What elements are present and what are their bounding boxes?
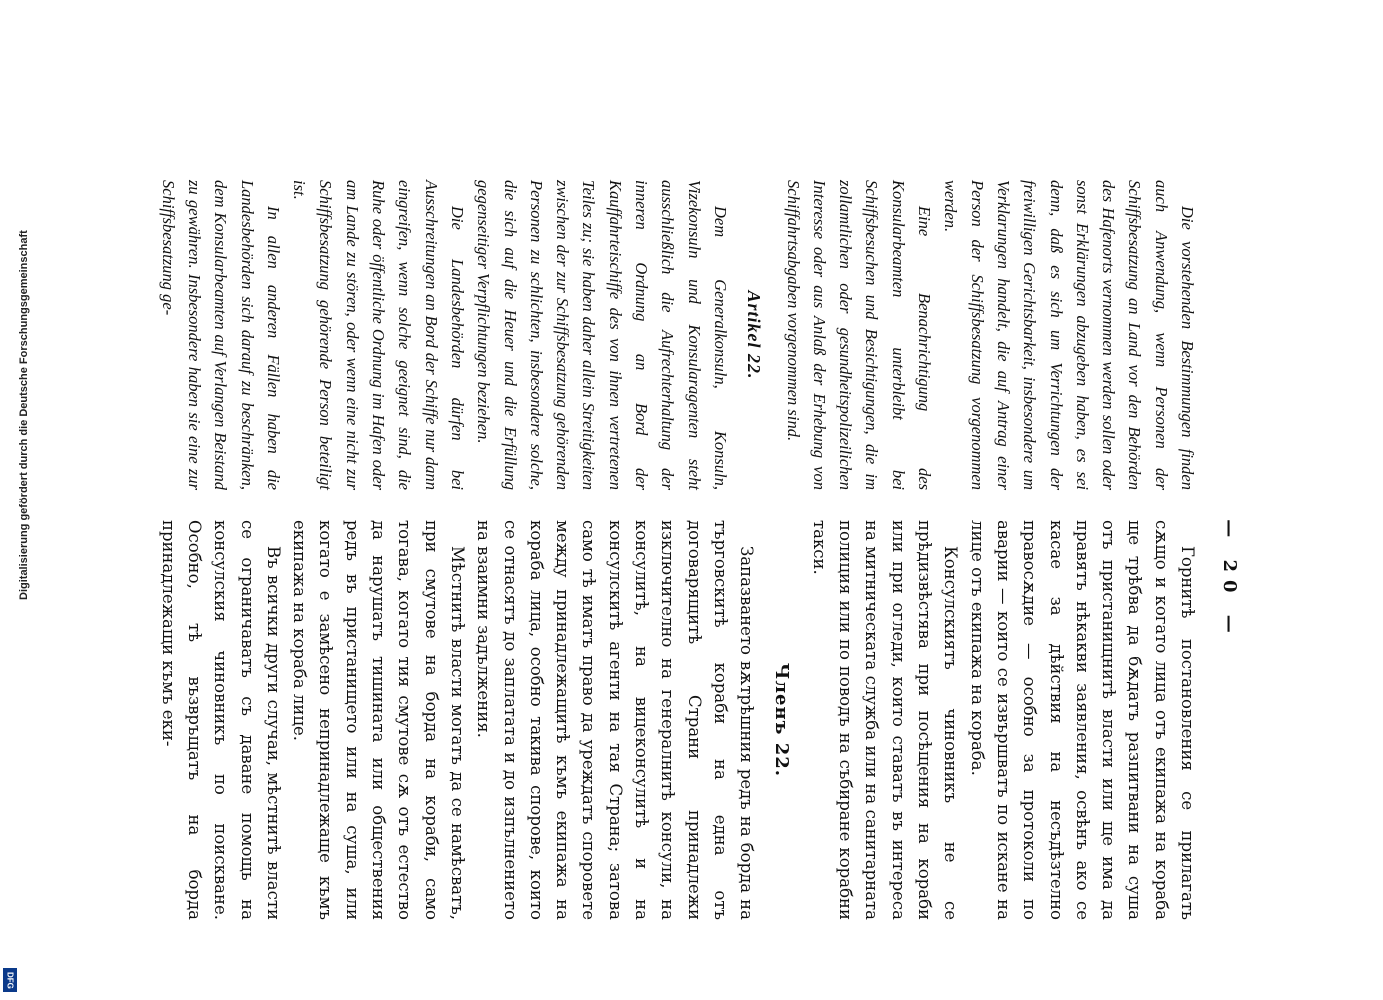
german-paragraph-1: Die vorstehenden Bestimmungen finden auch Anwendung, wenn Personen der Schiffsbesatzung an Land vor den Behörden des Hafenorts vernommen werden sollen oder sonst Erklärungen abzugeben haben, es sei denn, daß es sich um Verrichtungen der freiwilligen Gerichtsbarkeit, insbesondere um Verklarungen handelt, die auf Antrag einer Person der Schiffsbesatzung vorgenommen werden. <box>941 180 1197 490</box>
german-article-heading: Artikel 22. <box>744 290 765 380</box>
bulgarian-paragraph-4: Мѣстнитѣ власти могатъ да се намѣсватъ, при смутове на борда на кораби, само тогава, когато тия смутове сѫ отъ естество да нарушатъ тишината или обществения редъ въ пристанището или на суша, или когато е замѣсено непринадлежаще къмъ екипажа на кораба лице. <box>290 520 467 920</box>
bulgarian-paragraph-2: Консулскиятъ чиновникъ не се прѣдизвѣстява при посѣщения на кораби или при огледи, които ставатъ въ интереса на митническата служба или на санитарната полиция или по поводъ на събиране корабни такси. <box>809 520 961 920</box>
bulgarian-column <box>154 520 1200 920</box>
german-column <box>154 180 1200 490</box>
german-paragraph-3: Dem Generalkonsuln, Konsuln, Vizekonsuln und Konsularagenten steht ausschließlich die Aufrechterhaltung der inneren Ordnung an Bord der Kauffahrteischiffe des von ihnen vertretenen Teiles zu; sie haben daher allein Streitigkeiten zwischen der zur Schiffsbesatzung gehörenden Personen zu schlichten, insbesondere solche, die sich auf die Heuer und die Erfüllung gegenseitiger Verpflichtungen beziehen. <box>474 180 730 490</box>
german-paragraph-4: Die Landesbehörden dürfen bei Ausschreitungen an Bord der Schiffe nur dann eingreifen, wenn solche geeignet sind, die Ruhe oder öffentliche Ordnung im Hafen oder am Lande zu stören, oder wenn eine nicht zur Schiffsbesatzung gehörende Person beteiligt ist. <box>290 180 467 490</box>
bulgarian-paragraph-5: Въ всички други случаи, мѣстнитѣ власти се ограничаватъ съ даване помощь на консулския чиновникъ по поискване. Особно, тѣ възвръщатъ на борда принадлежащи къмъ еки- <box>158 520 283 920</box>
digitization-note: Digitalisierung gefördert durch die Deutsche Forschungsgemeinschaft <box>18 230 30 600</box>
page-number: — 20 — <box>1219 519 1240 641</box>
bulgarian-article-heading: Членъ 22. <box>770 662 792 778</box>
german-paragraph-5: In allen anderen Fällen haben die Landesbehörden sich darauf zu beschränken, dem Konsularbeamten auf Verlangen Beistand zu gewähren. Insbesondere haben sie eine zur Schiffsbesatzung ge- <box>158 180 283 490</box>
document-page <box>120 180 1240 920</box>
bulgarian-paragraph-1: Горнитѣ постановления се прилагать сѫщо и когато лица отъ екипажа на кораба ще трѣбва да бѫдатъ разпитвани на суша отъ пристанищнитѣ власти или ще има да правятъ нѣкакви заявления, освѣнъ ако се касае за дѣйствия на несъдѣзтелно правосѫдие — особно за протоколи по аварии — които се извършватъ по искане на лице отъ екипажа на кораба. <box>967 520 1197 920</box>
dfg-logo: DFG <box>3 968 17 992</box>
german-paragraph-2: Eine Benachrichtigung des Konsularbeamten unterbleibt bei Schiffsbesuchen und Besichtigungen, die im zollamtlichen oder gesundheitspolizeilichen Interesse oder aus Anlaß der Erhebung von Schiffahrtsabgaben vorgenommen sind. <box>783 180 935 490</box>
bulgarian-paragraph-3: Запазването вѫтрѣшния редъ на борда на търговскитѣ кораби на една отъ договарящитѣ Страни принадлежи изключително на генералнитѣ консули, на консулитѣ, на вицеконсулитѣ и на консулскитѣ агенти на тая Страна; затова само тѣ иматъ право да уреждатъ споровете между принадлежащитѣ къмъ екипажа на кораба лица, особно такива спорове, които се отнасятъ до заплатата и до изпълнението на взаимни задължения. <box>474 520 757 920</box>
